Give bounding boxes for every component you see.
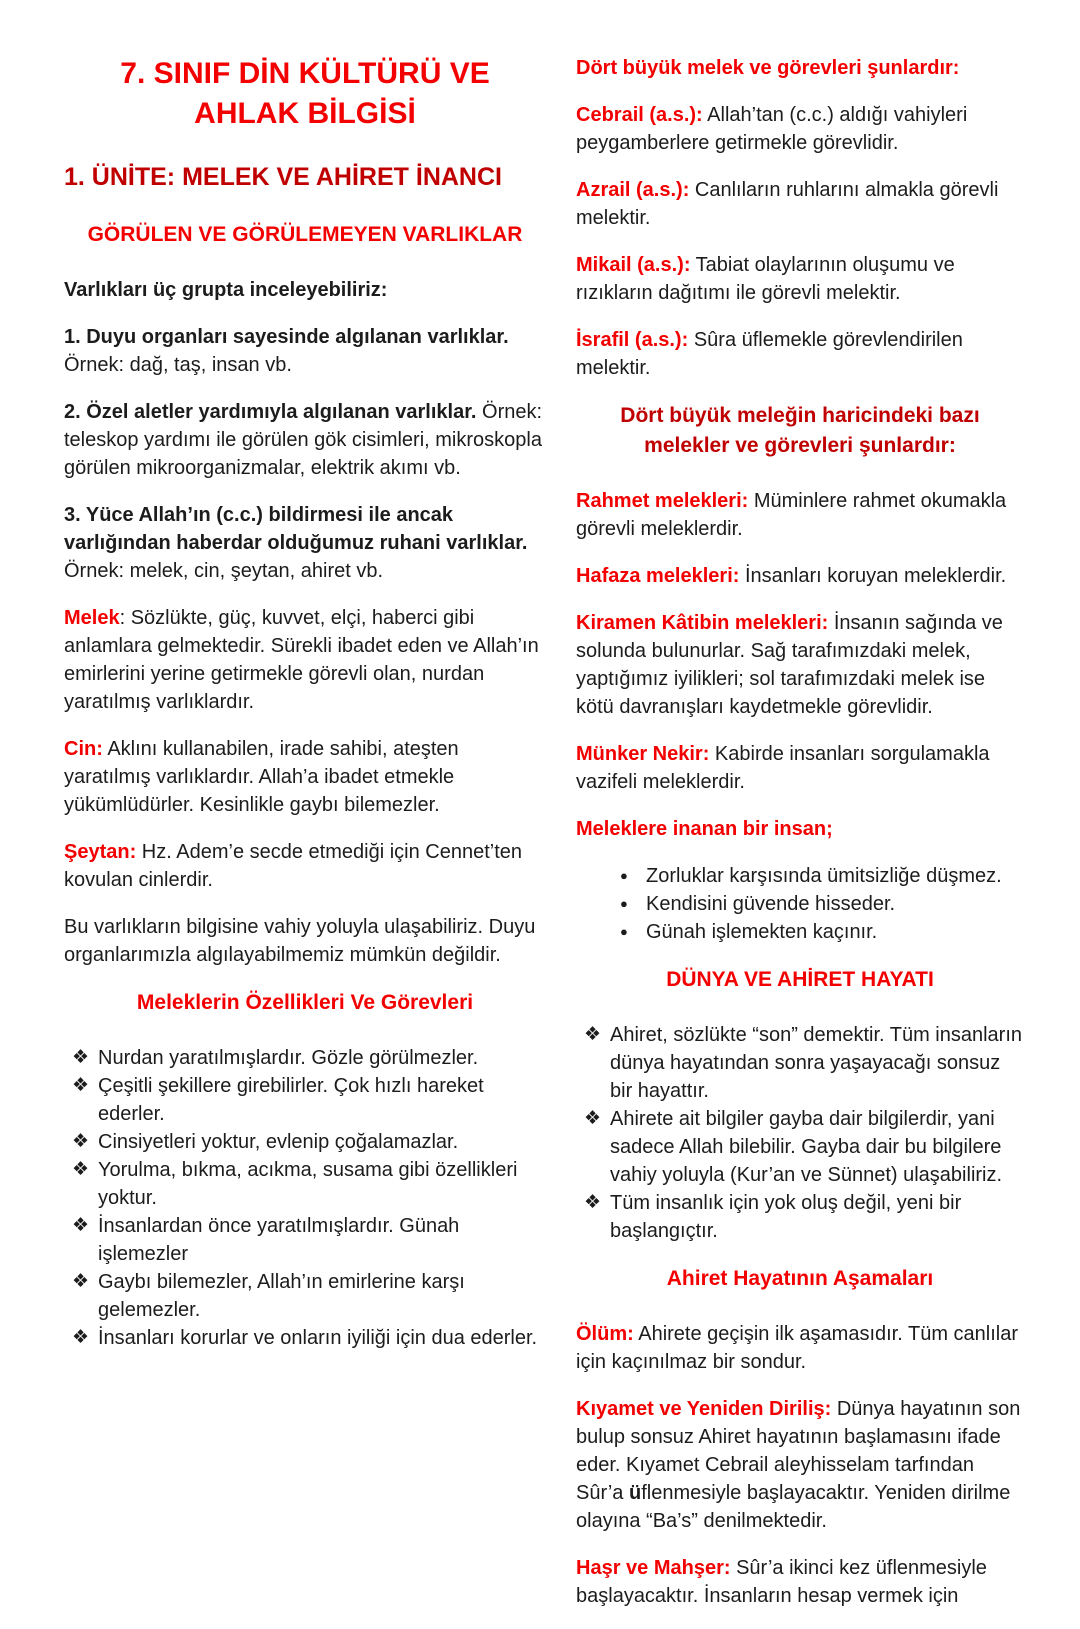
definition-olum	[576, 1320, 1024, 1376]
section-heading-melek-ozellikleri: Meleklerin Özellikleri Ve Görevleri	[136, 991, 474, 1014]
paragraph-lead: 1. Duyu organları sayesinde algılanan varlıklar.	[64, 326, 509, 348]
melek-ozellikleri-list	[64, 1044, 546, 1352]
term-cebrail: Cebrail (a.s.):	[576, 104, 703, 126]
term-mikail: Mikail (a.s.):	[576, 254, 691, 276]
definition-kiyamet	[576, 1395, 1024, 1535]
dot-bullet-icon: ●	[620, 924, 628, 939]
meleklere-inanan-list	[576, 862, 1024, 946]
term-hasr: Haşr ve Mahşer:	[576, 1557, 731, 1579]
list-item	[576, 1105, 1024, 1189]
diamond-bullet-icon: ❖	[72, 1159, 90, 1180]
term-kiyamet: Kıyamet ve Yeniden Diriliş:	[576, 1398, 832, 1420]
definition-body: Aklını kullanabilen, irade sahibi, ateşten yaratılmış varlıklardır. Allah’a ibadet etmekle yükümlüdürler. Kesinlikle gaybı bilemezler.	[64, 738, 459, 816]
list-item	[612, 862, 1024, 890]
diamond-bullet-icon: ❖	[72, 1215, 90, 1236]
list-item-text: İnsanlardan önce yaratılmışlardır. Günah işlemezler	[98, 1215, 460, 1265]
term-olum: Ölüm:	[576, 1323, 634, 1345]
doc-title: 7. SINIF DİN KÜLTÜRÜ VE AHLAK BİLGİSİ	[120, 57, 490, 130]
list-item	[64, 1324, 546, 1352]
definition-body: Sûra üflemekle görevlendirilen melektir.	[576, 329, 963, 379]
list-item-text: Nurdan yaratılmışlardır. Gözle görülmezler.	[98, 1047, 479, 1069]
term-munker: Münker Nekir:	[576, 743, 710, 765]
list-item	[576, 1189, 1024, 1245]
diamond-bullet-icon: ❖	[72, 1047, 90, 1068]
list-item-text: Ahirete ait bilgiler gayba dair bilgilerdir, yani sadece Allah bilebilir. Gayba dair bu bilgilere vahiy yoluyla (Kur’an ve Sünnet) ulaşabiliriz.	[610, 1108, 1003, 1186]
term-seytan: Şeytan:	[64, 841, 137, 863]
list-item	[64, 1212, 546, 1268]
term-kiramen: Kiramen Kâtibin melekleri:	[576, 612, 829, 634]
definition-kiramen-katibin	[576, 609, 1024, 721]
diamond-bullet-icon: ❖	[584, 1024, 602, 1045]
list-item	[64, 1268, 546, 1324]
list-item	[576, 1021, 1024, 1105]
definition-cin	[64, 735, 546, 819]
term-melek: Melek	[64, 607, 120, 629]
term-hafaza: Hafaza melekleri:	[576, 565, 740, 587]
dot-bullet-icon: ●	[620, 896, 628, 911]
definition-munker-nekir	[576, 740, 1024, 796]
definition-rahmet-melekleri	[576, 487, 1024, 543]
term-rahmet: Rahmet melekleri:	[576, 490, 749, 512]
list-item-text: Kendisini güvende hisseder.	[646, 893, 896, 915]
list-item	[64, 1044, 546, 1072]
definition-body: Tabiat olaylarının oluşumu ve rızıkların dağıtımı ile görevli melektir.	[576, 254, 955, 304]
list-item-text: Gaybı bilemezler, Allah’ın emirlerine karşı gelemezler.	[98, 1271, 465, 1321]
diamond-bullet-icon: ❖	[72, 1271, 90, 1292]
diamond-bullet-icon: ❖	[72, 1075, 90, 1096]
definition-melek	[64, 604, 546, 716]
definition-body: flenmesiyle başlayacaktır. Yeniden dirilme olayına “Ba’s” denilmektedir.	[576, 1482, 1011, 1532]
definition-body: Canlıların ruhlarını almakla görevli melektir.	[576, 179, 999, 229]
definition-hafaza-melekleri	[576, 562, 1024, 590]
intro-line: Varlıkları üç grupta inceleyebiliriz:	[64, 279, 388, 301]
list-item-text: Yorulma, bıkma, acıkma, susama gibi özellikleri yoktur.	[98, 1159, 518, 1209]
bold-letter: ü	[629, 1482, 642, 1504]
definition-body: Kabirde insanları sorgulamakla vazifeli meleklerdir.	[576, 743, 990, 793]
definition-cebrail	[576, 101, 1024, 157]
heading-diger-melekler: Dört büyük meleğin haricindeki bazı melekler ve görevleri şunlardır:	[620, 404, 980, 457]
diamond-bullet-icon: ❖	[72, 1327, 90, 1348]
paragraph-ruhani-varliklar	[64, 501, 546, 585]
list-item	[612, 918, 1024, 946]
paragraph-ozel-aletler	[64, 398, 546, 482]
definition-body: İnsanları koruyan meleklerdir.	[739, 565, 1007, 587]
paragraph-vahiy: Bu varlıkların bilgisine vahiy yoluyla ulaşabiliriz. Duyu organlarımızla algılayabilmemiz mümkün değildir.	[64, 916, 536, 966]
ahiret-bilgi-list	[576, 1021, 1024, 1245]
heading-dunya-ahiret: DÜNYA VE AHİRET HAYATI	[666, 968, 934, 991]
definition-hasr-mahser	[576, 1554, 1024, 1610]
list-item-text: Ahiret, sözlükte “son” demektir. Tüm insanların dünya hayatından sonra yaşayacağı sonsuz bir hayattır.	[610, 1024, 1023, 1102]
diamond-bullet-icon: ❖	[584, 1192, 602, 1213]
list-item-text: Tüm insanlık için yok oluş değil, yeni bir başlangıçtır.	[610, 1192, 962, 1242]
list-item-text: Zorluklar karşısında ümitsizliğe düşmez.	[646, 865, 1002, 887]
list-item	[612, 890, 1024, 918]
list-item	[64, 1072, 546, 1128]
paragraph-lead: 3. Yüce Allah’ın (c.c.) bildirmesi ile ancak varlığından haberdar olduğumuz ruhani varlıklar.	[64, 504, 528, 554]
definition-body: : Sözlükte, güç, kuvvet, elçi, haberci gibi anlamlara gelmektedir. Sürekli ibadet eden ve Allah’ın emirlerini yerine getirmekle görevli olan, nurdan yaratılmış varlıklardır.	[64, 607, 539, 713]
list-item-text: Çeşitli şekillere girebilirler. Çok hızlı hareket ederler.	[98, 1075, 484, 1125]
definition-azrail	[576, 176, 1024, 232]
diamond-bullet-icon: ❖	[584, 1108, 602, 1129]
section-heading-gorulen-varliklar: GÖRÜLEN VE GÖRÜLEMEYEN VARLIKLAR	[87, 223, 523, 246]
definition-body: Hz. Adem’e secde etmediği için Cennet’ten kovulan cinlerdir.	[64, 841, 523, 891]
heading-dort-buyuk-melek: Dört büyük melek ve görevleri şunlardır:	[576, 57, 960, 79]
list-item-text: İnsanları korurlar ve onların iyiliği için dua ederler.	[98, 1327, 538, 1349]
list-item-text: Günah işlemekten kaçınır.	[646, 921, 878, 943]
heading-meleklere-inanan: Meleklere inanan bir insan;	[576, 818, 833, 840]
paragraph-duyu-organlari	[64, 323, 546, 379]
list-item-text: Cinsiyetleri yoktur, evlenip çoğalamazlar.	[98, 1131, 459, 1153]
term-israfil: İsrafil (a.s.):	[576, 329, 689, 351]
definition-israfil	[576, 326, 1024, 382]
term-azrail: Azrail (a.s.):	[576, 179, 690, 201]
definition-mikail	[576, 251, 1024, 307]
list-item	[64, 1128, 546, 1156]
definition-body: İnsanın sağında ve solunda bulunurlar. Sağ tarafımızdaki melek, yaptığımız iyilikleri; sol tarafımızdaki melek ise kötü davranışları kaydetmekle görevlidir.	[576, 612, 1003, 718]
term-cin: Cin:	[64, 738, 103, 760]
diamond-bullet-icon: ❖	[72, 1131, 90, 1152]
unit-heading: 1. ÜNİTE: MELEK VE AHİRET İNANCI	[64, 163, 502, 191]
left-column	[64, 54, 546, 1629]
definition-body: Dünya hayatının son bulup sonsuz Ahiret hayatının başlamasını ifade eder. Kıyamet Cebrail aleyhisselam tarfından Sûr’a	[576, 1398, 1021, 1504]
definition-seytan	[64, 838, 546, 894]
list-item	[64, 1156, 546, 1212]
paragraph-body: Örnek: melek, cin, şeytan, ahiret vb.	[64, 560, 384, 582]
definition-body: Allah’tan (c.c.) aldığı vahiyleri peygamberlere getirmekle görevlidir.	[576, 104, 968, 154]
heading-ahiret-asamalari: Ahiret Hayatının Aşamaları	[666, 1267, 934, 1290]
definition-body: Ahirete geçişin ilk aşamasıdır. Tüm canlılar için kaçınılmaz bir sondur.	[576, 1323, 1019, 1373]
paragraph-lead: 2. Özel aletler yardımıyla algılanan varlıklar.	[64, 401, 477, 423]
right-column	[576, 54, 1024, 1629]
paragraph-body: Örnek: dağ, taş, insan vb.	[64, 354, 292, 376]
definition-body: Müminlere rahmet okumakla görevli meleklerdir.	[576, 490, 1007, 540]
dot-bullet-icon: ●	[620, 868, 628, 883]
paragraph-body: Örnek: teleskop yardımı ile görülen gök cisimleri, mikroskopla görülen mikroorganizmalar, elektrik akımı vb.	[64, 401, 543, 479]
definition-body: Sûr’a ikinci kez üflenmesiyle başlayacaktır. İnsanların hesap vermek için	[576, 1557, 987, 1607]
